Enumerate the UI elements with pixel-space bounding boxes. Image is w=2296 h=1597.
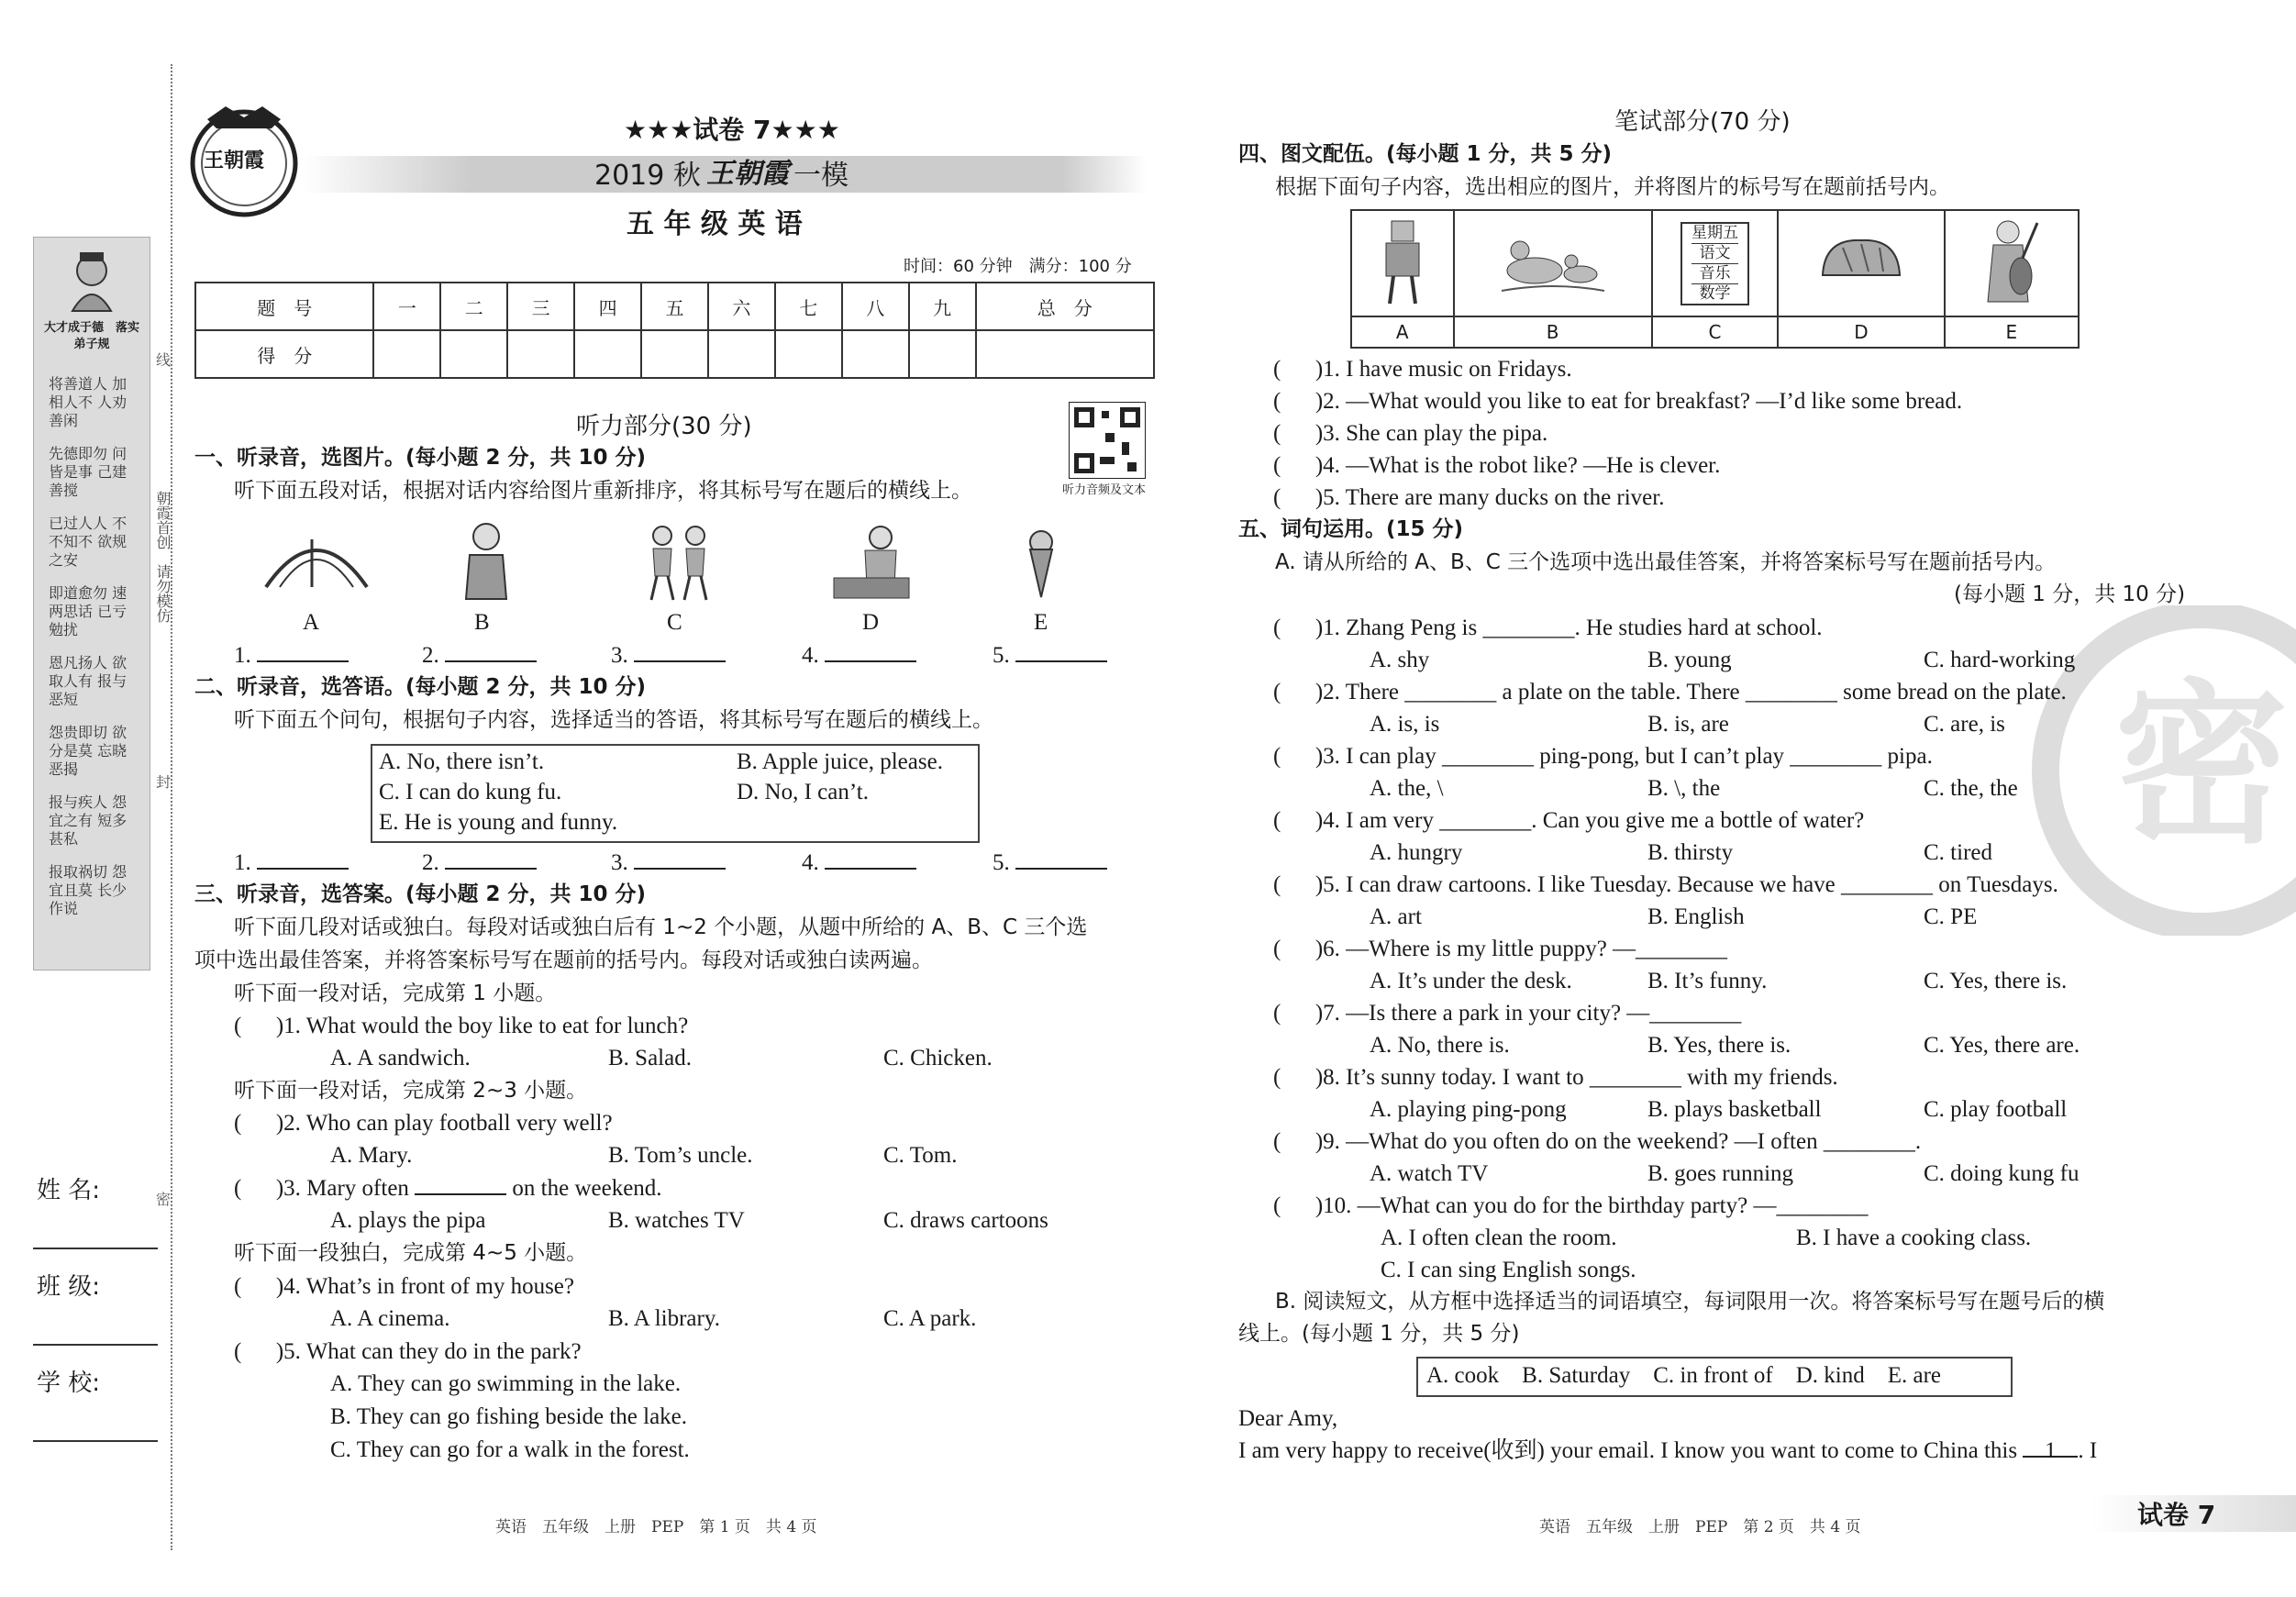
cut-mark-1: 线 [156,351,172,369]
mcq-10-option-c: C. I can sing English songs. [1381,1258,1636,1282]
picture-table [1350,209,2080,349]
q2-option-b: B. Tom’s uncle. [608,1143,753,1168]
children-picture [642,521,715,604]
mcq-7-option-b: B. Yes, there is. [1647,1033,1791,1058]
sidebar-motto-panel [33,237,150,970]
girl-cooking-picture [830,521,913,604]
score-input[interactable] [775,330,842,378]
mcq-1-stem: ( )1. Zhang Peng is ________. He studies hard at school. [1273,616,1823,640]
q2-option-c: C. Tom. [883,1143,958,1168]
pic-label-e: E [1034,610,1048,635]
mcq-2-option-c: C. are, is [1924,712,2005,737]
score-cell: 八 [842,283,909,330]
name-label: 姓 名: [37,1177,101,1204]
qr-code-icon[interactable] [1069,402,1146,479]
letter-line-1 [1238,1439,2097,1462]
mcq-9-option-a: A. watch TV [1370,1161,1489,1186]
answer-number: 2. [422,643,439,668]
schedule-card [1680,222,1749,305]
answer-blank[interactable] [1015,644,1107,662]
score-cell: 一 [373,283,440,330]
letter-greeting: Dear Amy, [1238,1406,1338,1431]
exam-series: ★★★试卷 7★★★ [624,115,840,145]
answer-number: 1. [234,850,251,875]
mcq-1-option-c: C. hard-working [1924,648,2076,672]
pic-label: A [1351,316,1454,348]
mcq-8-option-b: B. plays basketball [1647,1097,1822,1122]
class-field[interactable] [33,1344,158,1346]
section-1-heading: 一、听录音，选图片。(每小题 2 分，共 10 分) [194,446,647,470]
pic-label-d: D [862,610,880,635]
score-cell: 六 [708,283,775,330]
mcq-8-option-a: A. playing ping-pong [1370,1097,1567,1122]
match-item-5: ( )5. There are many ducks on the river. [1273,485,1665,510]
page-2-footer: 英语 五年级 上册 PEP 第 2 页 共 4 页 [1539,1518,1861,1536]
class-label: 班 级: [37,1273,101,1301]
logo-text: 王朝霞 [204,150,265,172]
school-label: 学 校: [37,1370,101,1397]
section-4-instruction: 根据下面句子内容，选出相应的图片，并将图片的标号写在题前括号内。 [1275,175,1950,199]
sidebar-proverb-7: 报与疾人 怨宜之有 短多甚私 [49,793,128,848]
writing-title: 笔试部分(70 分) [1614,108,1791,136]
mcq-6-option-a: A. It’s under the desk. [1370,969,1572,993]
score-cell: 三 [507,283,574,330]
exam-year: 2019 秋 [594,160,701,192]
answer-blank[interactable] [257,644,349,662]
name-field[interactable] [33,1248,158,1249]
pic-cell-e [1945,210,2079,316]
question-3-start: ( )3. Mary often [234,1176,409,1201]
mcq-9-option-b: B. goes running [1647,1161,1794,1186]
answer-number: 4. [802,643,819,668]
section-5-heading: 五、词句运用。(15 分) [1238,517,1464,541]
section-3-instruction-1: 听下面几段对话或独白。每段对话或独白后有 1~2 个小题，从题中所给的 A、B、C 三个选 [234,915,1088,939]
answer-blank[interactable] [445,851,537,870]
section-1-instruction: 听下面五段对话，根据对话内容给图片重新排序，将其标号写在题后的横线上。 [234,479,972,503]
mcq-5-option-b: B. English [1647,904,1745,929]
sidebar-proverb-8: 报取祸切 怨宜且莫 长少作说 [49,863,128,917]
mcq-3-option-b: B. \, the [1647,776,1721,801]
q4-option-a: A. A cinema. [330,1306,450,1331]
score-cell: 题 号 [195,283,373,330]
q3-option-b: B. watches TV [608,1208,745,1233]
mcq-3-option-a: A. the, \ [1370,776,1444,801]
pic-label: B [1454,316,1652,348]
word-bank: A. cook B. Saturday C. in front of D. kind E. are [1426,1363,1942,1388]
answer-blank[interactable] [825,644,916,662]
pic-label: C [1652,316,1779,348]
option-d: D. No, I can’t. [737,780,869,804]
mcq-10-option-b: B. I have a cooking class. [1796,1225,2032,1250]
pic-label-c: C [667,610,682,635]
mcq-9-stem: ( )9. —What do you often do on the weekend? —I often ________. [1273,1129,1922,1154]
pic-label-a: A [303,610,320,635]
sidebar-proverb-1: 将善道人 加相人不 人劝善闲 [49,375,128,429]
mcq-1-option-b: B. young [1647,648,1732,672]
mcq-6-stem: ( )6. —Where is my little puppy? —________ [1273,937,1728,961]
vertical-note: 朝霞首创 请勿模仿 [154,491,172,623]
answer-number: 3. [611,643,628,668]
section-3-heading: 三、听录音，选答案。(每小题 2 分，共 10 分) [194,882,647,906]
score-cell: 七 [775,283,842,330]
score-input[interactable] [507,330,574,378]
mcq-1-option-a: A. shy [1370,648,1430,672]
answer-number: 4. [802,850,819,875]
letter-text: I am very happy to receive(收到) your email. I know you want to come to China this [1238,1438,2018,1463]
score-input[interactable] [842,330,909,378]
answer-number: 2. [422,850,439,875]
section-2-instruction: 听下面五个问句，根据句子内容，选择适当的答语，将其标号写在题后的横线上。 [234,708,993,732]
pic-label-b: B [474,610,490,635]
part-b-instruction-2: 线上。(每小题 1 分，共 5 分) [1238,1322,1520,1346]
score-input[interactable] [708,330,775,378]
bread-picture [1815,229,1907,294]
listening-title: 听力部分(30 分) [576,413,752,440]
q1-option-c: C. Chicken. [883,1046,993,1070]
section-3-instruction-2: 项中选出最佳答案，并将答案标号写在题前的括号内。每段对话或独白读两遍。 [194,948,933,972]
page-1-footer: 英语 五年级 上册 PEP 第 1 页 共 4 页 [495,1518,817,1536]
option-a: A. No, there isn’t. [379,749,545,774]
qr-caption: 听力音频及文本 [1062,483,1147,497]
q3-option-a: A. plays the pipa [330,1208,486,1233]
cut-mark-2: 封 [156,773,172,791]
sidebar-proverb-2: 先德即勿 问皆是事 己建善搅 [49,445,128,499]
mcq-4-option-b: B. thirsty [1647,840,1734,865]
mcq-5-option-a: A. art [1370,904,1422,929]
q4-option-c: C. A park. [883,1306,977,1331]
match-item-4: ( )4. —What is the robot like? —He is clever. [1273,453,1721,478]
section-4-heading: 四、图文配伍。(每小题 1 分，共 5 分) [1238,142,1613,166]
watermark-char: 密 [2113,664,2290,867]
robot-picture [1375,216,1430,307]
schedule-subject: 音乐 [1691,263,1738,283]
group-1-note: 听下面一段对话，完成第 1 小题。 [234,981,557,1005]
pic-label: D [1778,316,1944,348]
exam-brand: 王朝霞 [706,158,789,190]
score-table [194,282,1155,379]
mcq-2-option-b: B. is, are [1647,712,1729,737]
mcq-10-stem: ( )10. —What can you do for the birthday party? —________ [1273,1193,1869,1218]
q5-option-c: C. They can go for a walk in the forest. [330,1437,690,1462]
pipa-girl-picture [1975,216,2048,307]
mcq-4-option-a: A. hungry [1370,840,1463,865]
score-label: 得 分 [195,330,373,378]
ducks-picture [1498,225,1608,298]
mcq-9-option-c: C. doing kung fu [1924,1161,2080,1186]
score-cell: 二 [440,283,507,330]
score-input[interactable] [574,330,641,378]
q5-option-a: A. They can go swimming in the lake. [330,1371,682,1396]
sidebar-proverb-4: 即道愈勿 速两思话 已亏勉扰 [49,584,128,638]
answer-number: 1. [234,643,251,668]
mcq-7-option-a: A. No, there is. [1370,1033,1510,1058]
q4-option-b: B. A library. [608,1306,720,1331]
match-item-1: ( )1. I have music on Fridays. [1273,357,1572,382]
match-item-3: ( )3. She can play the pipa. [1273,421,1548,446]
answer-number: 5. [993,643,1010,668]
score-input[interactable] [976,330,1154,378]
score-input[interactable] [440,330,507,378]
mcq-5-stem: ( )5. I can draw cartoons. I like Tuesday. Because we have ________ on Tuesdays. [1273,872,2058,897]
part-b-instruction-1: B. 阅读短文，从方框中选择适当的词语填空，每词限用一次。将答案标号写在题号后的横 [1275,1290,2105,1314]
question-2: ( )2. Who can play football very well? [234,1111,613,1136]
mcq-2-stem: ( )2. There ________ a plate on the table. There ________ some bread on the plate. [1273,680,2067,704]
sidebar-proverb-5: 恩凡扬人 欲取人有 报与恶短 [49,654,128,708]
sidebar-proverb-3: 已过人人 不不知不 欲规之安 [49,515,128,569]
score-cell: 四 [574,283,641,330]
question-4: ( )4. What’s in front of my house? [234,1274,574,1299]
exam-subject: 五 年 级 英 语 [627,208,803,240]
q1-option-b: B. Salad. [608,1046,692,1070]
sidebar-proverb-6: 怨贵即切 欲分是莫 忘晓恶揭 [49,724,128,778]
mcq-8-option-c: C. play football [1924,1097,2068,1122]
group-3-note: 听下面一段独白，完成第 4~5 小题。 [234,1241,588,1265]
score-cell: 总 分 [976,283,1154,330]
exam-title-suffix: 一模 [793,160,849,192]
q3-option-c: C. draws cartoons [883,1208,1048,1233]
match-item-2: ( )2. —What would you like to eat for breakfast? —I’d like some bread. [1273,389,1963,414]
pic-cell-b [1454,210,1652,316]
group-2-note: 听下面一段对话，完成第 2~3 小题。 [234,1079,588,1103]
score-cell: 九 [909,283,976,330]
schedule-day: 星期五 [1691,223,1738,242]
answer-number: 3. [611,850,628,875]
answer-blank[interactable] [1015,851,1107,870]
mcq-5-option-c: C. PE [1924,904,1978,929]
scholar-icon [61,247,122,313]
option-e: E. He is young and funny. [379,810,618,835]
answer-blank[interactable] [257,851,349,870]
schedule-subject: 语文 [1691,243,1738,263]
slide-picture [257,523,376,596]
letter-text-tail: . I [2078,1438,2098,1463]
score-input[interactable] [641,330,708,378]
cut-line [171,64,172,1550]
part-a-score: (每小题 1 分，共 10 分) [1954,582,2186,606]
mcq-8-stem: ( )8. It’s sunny today. I want to ________ with my friends. [1273,1065,1838,1090]
question-3-end: on the weekend. [512,1176,662,1201]
page-tag: 试卷 7 [2137,1500,2216,1530]
mcq-6-option-c: C. Yes, there is. [1924,969,2068,993]
answer-blank[interactable] [415,1177,506,1195]
pic-cell-c [1652,210,1779,316]
mcq-3-option-c: C. the, the [1924,776,2018,801]
mcq-4-stem: ( )4. I am very ________. Can you give me a bottle of water? [1273,808,1865,833]
ice-cream-picture [1023,527,1059,601]
school-field[interactable] [33,1440,158,1442]
mcq-2-option-a: A. is, is [1370,712,1440,737]
answer-blank[interactable] [634,644,726,662]
question-3 [234,1177,662,1200]
q5-option-b: B. They can go fishing beside the lake. [330,1404,688,1429]
mcq-10-option-a: A. I often clean the room. [1381,1225,1617,1250]
mcq-3-stem: ( )3. I can play ________ ping-pong, but I can’t play ________ pipa. [1273,744,1933,769]
sidebar-motto: 大才成于德 落实弟子规 [43,321,139,351]
section-2-heading: 二、听录音，选答语。(每小题 2 分，共 10 分) [194,675,647,699]
pic-cell-d [1778,210,1944,316]
option-b: B. Apple juice, please. [737,749,943,774]
answer-blank[interactable] [445,644,537,662]
mcq-4-option-c: C. tired [1924,840,1992,865]
time-score: 时间：60 分钟 满分：100 分 [904,257,1132,276]
score-cell: 五 [641,283,708,330]
man-picture [459,518,514,601]
q1-option-a: A. A sandwich. [330,1046,471,1070]
letter-blank-1[interactable]: 1 [2023,1439,2078,1458]
question-1: ( )1. What would the boy like to eat for lunch? [234,1014,689,1038]
score-input[interactable] [373,330,440,378]
option-c: C. I can do kung fu. [379,780,562,804]
pic-cell-a [1351,210,1454,316]
part-a-instruction: A. 请从所给的 A、B、C 三个选项中选出最佳答案，并将答案标号写在题前括号内。 [1275,550,2057,574]
answer-number: 5. [993,850,1010,875]
cut-mark-3: 密 [156,1191,172,1208]
answer-blank[interactable] [825,851,916,870]
mcq-7-option-c: C. Yes, there are. [1924,1033,2080,1058]
score-input[interactable] [909,330,976,378]
answer-blank[interactable] [634,851,726,870]
q2-option-a: A. Mary. [330,1143,413,1168]
mcq-7-stem: ( )7. —Is there a park in your city? —________ [1273,1001,1742,1026]
pic-label: E [1945,316,2079,348]
schedule-subject: 数学 [1691,283,1738,304]
question-5: ( )5. What can they do in the park? [234,1339,582,1364]
mcq-6-option-b: B. It’s funny. [1647,969,1768,993]
